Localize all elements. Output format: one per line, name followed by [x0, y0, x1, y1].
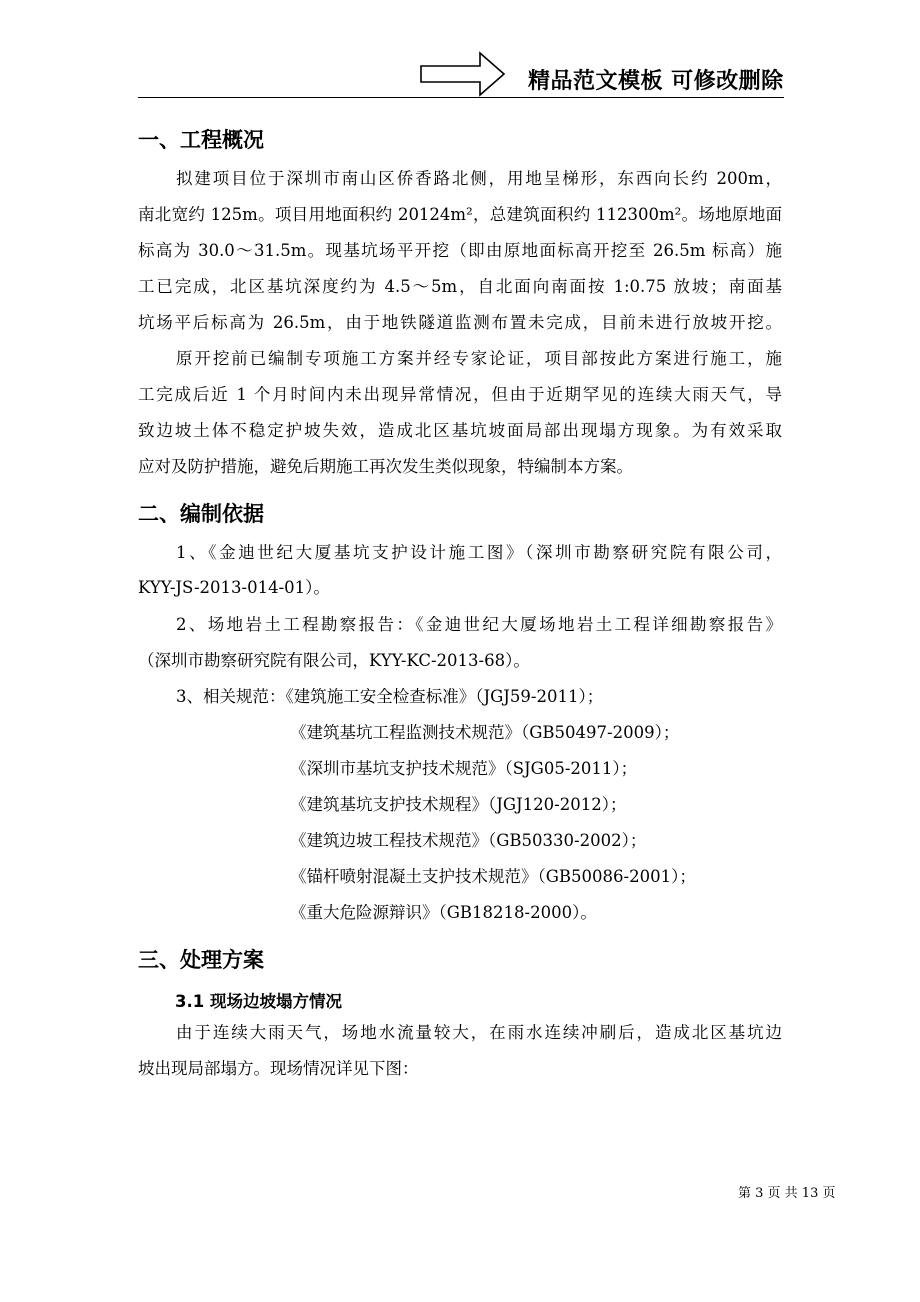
reference-item: 《建筑边坡工程技术规范》（GB50330-2002）；	[290, 831, 647, 850]
section-heading-plan: 三、处理方案	[138, 948, 264, 972]
reference-item: （深圳市勘察研究院有限公司，KYY-KC-2013-68）。	[138, 651, 530, 670]
paragraph-line: 工完成后近 1 个月时间内未出现异常情况，但由于近期罕见的连续大雨天气，导	[138, 385, 782, 404]
paragraph-line: 坑场平后标高为 26.5m，由于地铁隧道监测布置未完成，目前未进行放坡开挖。	[138, 313, 782, 332]
paragraph-line: 坡出现局部塌方。现场情况详见下图：	[138, 1059, 419, 1078]
reference-item: 《深圳市基坑支护技术规范》（SJG05-2011）；	[290, 759, 638, 778]
reference-item: 《重大危险源辩识》（GB18218-2000）。	[290, 903, 597, 922]
paragraph-line: 应对及防护措施，避免后期施工再次发生类似现象，特编制本方案。	[138, 457, 633, 476]
paragraph-line: 南北宽约 125m。项目用地面积约 20124m²，总建筑面积约 112300m²。场地原地面	[138, 205, 782, 224]
paragraph-line: 拟建项目位于深圳市南山区侨香路北侧，用地呈梯形，东西向长约 200m，	[176, 169, 782, 188]
paragraph-line: 原开挖前已编制专项施工方案并经专家论证，项目部按此方案进行施工，施	[176, 349, 782, 368]
paragraph-line: 工已完成，北区基坑深度约为 4.5～5m，自北面向南面按 1:0.75 放坡；南面基	[138, 277, 782, 296]
paragraph-line: 致边坡土体不稳定护坡失效，造成北区基坑坡面局部出现塌方现象。为有效采取	[138, 421, 782, 440]
subsection-heading: 3.1 现场边坡塌方情况	[175, 992, 342, 1011]
reference-item: 《建筑基坑支护技术规程》（JGJ120-2012）；	[290, 795, 627, 814]
section-heading-basis: 二、编制依据	[138, 502, 264, 526]
paragraph-line: 由于连续大雨天气，场地水流量较大，在雨水连续冲刷后，造成北区基坑边	[176, 1023, 782, 1042]
reference-item: 2、场地岩土工程勘察报告：《金迪世纪大厦场地岩土工程详细勘察报告》	[176, 615, 782, 634]
section-heading-overview: 一、工程概况	[138, 128, 264, 152]
arrow-icon	[418, 50, 508, 98]
header-title: 精品范文模板 可修改删除	[528, 69, 784, 94]
reference-item: 《锚杆喷射混凝土支护技术规范》（GB50086-2001）；	[290, 867, 696, 886]
reference-item: 1、《金迪世纪大厦基坑支护设计施工图》（深圳市勘察研究院有限公司，	[176, 543, 782, 562]
reference-item: 3、相关规范：《建筑施工安全检查标准》（JGJ59-2011）；	[176, 687, 604, 706]
header-divider	[138, 97, 784, 98]
reference-item: KYY-JS-2013-014-01）。	[138, 578, 330, 597]
reference-item: 《建筑基坑工程监测技术规范》（GB50497-2009）；	[290, 723, 680, 742]
paragraph-line: 标高为 30.0～31.5m。现基坑场平开挖（即由原地面标高开挖至 26.5m 标高）施	[138, 241, 782, 260]
page-number: 第 3 页 共 13 页	[738, 1186, 836, 1201]
